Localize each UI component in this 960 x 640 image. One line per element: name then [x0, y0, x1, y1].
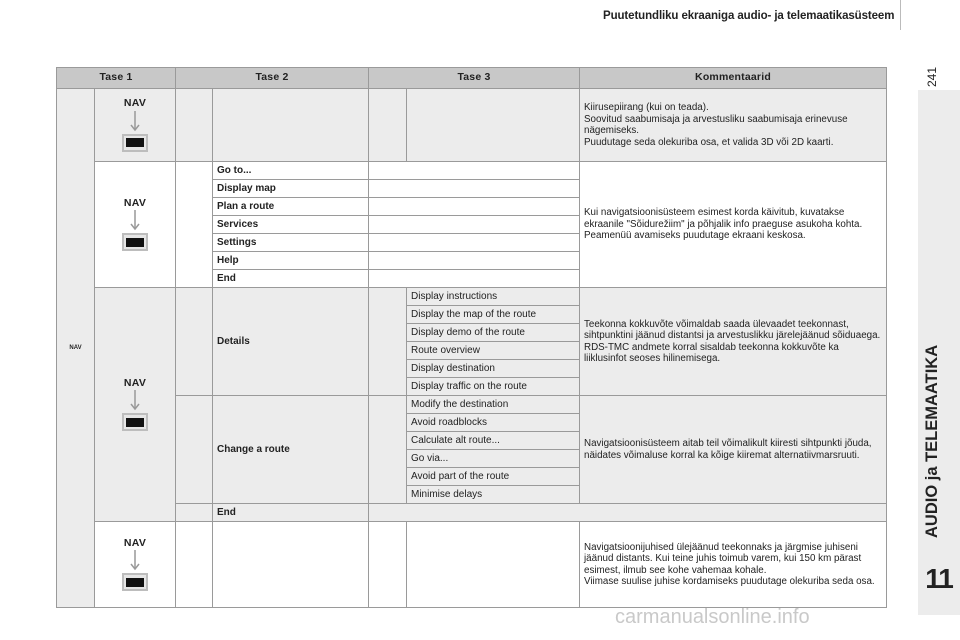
nav-button-icon: [122, 233, 148, 251]
comment-cell: Navigatsioonijuhised ülejäänud teekonnaks ja järgmise juhiseni jäänud distants. Kui teine juhis toimub varem, kui 150 km pärast esimest, ilmub see kohe vahemaa kohale. Viimase suulise juhise kordamiseks puudutage olekuriba seda osa.: [580, 522, 887, 608]
page-number: 241: [925, 66, 939, 87]
nav-badge: NAV: [69, 345, 82, 352]
chapter-label: AUDIO ja TELEMAATIKA: [923, 344, 941, 538]
nav-button-icon: [122, 134, 148, 152]
submenu-item: Avoid roadblocks: [407, 414, 580, 432]
arrow-down-icon: [128, 209, 142, 231]
submenu-item: Modify the destination: [407, 396, 580, 414]
column-header-level2: Tase 2: [176, 68, 369, 89]
menu-item-end: End: [213, 504, 369, 522]
submenu-item: Route overview: [407, 342, 580, 360]
comment-cell: Kui navigatsioonisüsteem esimest korda käivitub, kuvatakse ekraanile "Sõidurežiim" ja põhjalik info praeguse asukoha kohta. Peamenüü avamiseks puudutage ekraani keskosa.: [580, 162, 887, 288]
chapter-number: 11: [925, 563, 953, 594]
page-header-title: Puutetundliku ekraaniga audio- ja telemaatikasüsteem: [603, 10, 895, 22]
column-header-level3: Tase 3: [369, 68, 580, 89]
menu-item: Settings: [213, 234, 369, 252]
menu-item: End: [213, 270, 369, 288]
level2-nav-cell: [95, 162, 176, 288]
menu-item: Plan a route: [213, 198, 369, 216]
nav-button-icon: [122, 413, 148, 431]
menu-item-details: Details: [213, 288, 369, 396]
menu-item: Go to...: [213, 162, 369, 180]
nav-label: NAV: [123, 536, 147, 549]
menu-item: Display map: [213, 180, 369, 198]
submenu-item: Minimise delays: [407, 486, 580, 504]
submenu-item: Display demo of the route: [407, 324, 580, 342]
arrow-down-icon: [128, 549, 142, 571]
column-header-level1: Tase 1: [57, 68, 176, 89]
nav-label: NAV: [123, 97, 147, 110]
header-divider: [900, 0, 901, 30]
level2-nav-cell: [95, 89, 176, 162]
submenu-item: Display instructions: [407, 288, 580, 306]
arrow-down-icon: [128, 389, 142, 411]
watermark-text: carmanualsonline.info: [615, 606, 810, 628]
comment-cell: Kiirusepiirang (kui on teada). Soovitud saabumisaja ja arvestusliku saabumisaja erinevuse nägemiseks. Puudutage seda olekuriba osa, et valida 3D või 2D kaarti.: [580, 89, 887, 162]
submenu-item: Display the map of the route: [407, 306, 580, 324]
menu-item-change-route: Change a route: [213, 396, 369, 504]
submenu-item: Display destination: [407, 360, 580, 378]
level2-nav-cell: [95, 288, 176, 522]
level2-nav-cell: [95, 522, 176, 608]
submenu-item: Avoid part of the route: [407, 468, 580, 486]
submenu-item: Go via...: [407, 450, 580, 468]
menu-item: Services: [213, 216, 369, 234]
submenu-item: Display traffic on the route: [407, 378, 580, 396]
column-header-comments: Kommentaarid: [580, 68, 887, 89]
level1-cell: [57, 89, 95, 608]
nav-label: NAV: [123, 196, 147, 209]
comment-cell: Teekonna kokkuvõte võimaldab saada ülevaadet teekonnast, sihtpunktini jäänud distantsi ja arvestuslikku järelejäänud sõiduaega. RDS-TMC andmete korral sisaldab teekonna kokkuvõte ka liiklusinfot seoses hilinemisega.: [580, 288, 887, 396]
nav-button-icon: [122, 573, 148, 591]
arrow-down-icon: [128, 110, 142, 132]
navigation-menu-table: [56, 67, 887, 608]
nav-label: NAV: [123, 376, 147, 389]
comment-cell: Navigatsioonisüsteem aitab teil võimalikult kiiresti sihtpunkti jõuda, näidates võimaluse korral ka kõige kiiremat alternatiivmarsruuti.: [580, 396, 887, 504]
submenu-item: Calculate alt route...: [407, 432, 580, 450]
menu-item: Help: [213, 252, 369, 270]
